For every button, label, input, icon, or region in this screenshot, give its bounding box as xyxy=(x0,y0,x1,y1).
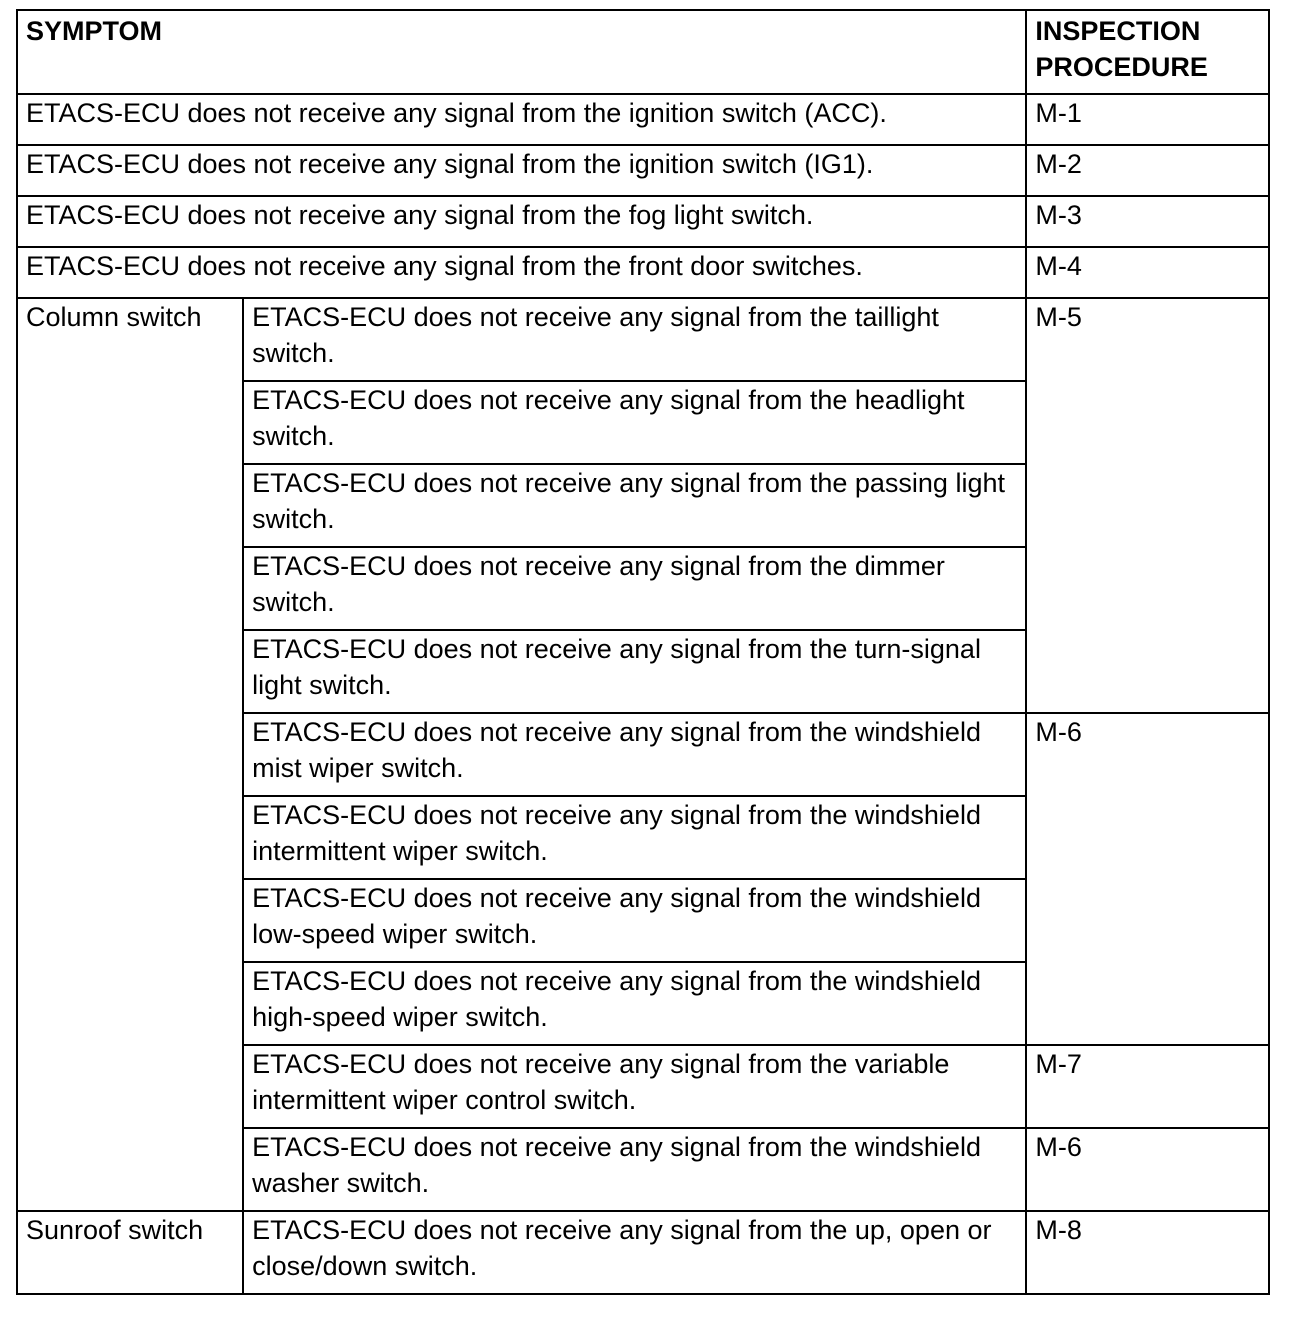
header-row xyxy=(17,10,1269,94)
procedure-cell: M-8 xyxy=(1026,1211,1269,1294)
symptom-cell: ETACS-ECU does not receive any signal from the windshield low-speed wiper switch. xyxy=(243,879,1026,962)
symptom-cell: ETACS-ECU does not receive any signal from the fog light switch. xyxy=(17,196,1026,247)
procedure-cell: M-4 xyxy=(1026,247,1269,298)
table-row xyxy=(17,196,1269,247)
table-row xyxy=(17,298,1269,381)
table-row xyxy=(17,1211,1269,1294)
symptom-cell: ETACS-ECU does not receive any signal from the up, open or close/down switch. xyxy=(243,1211,1026,1294)
symptom-cell: ETACS-ECU does not receive any signal from the passing light switch. xyxy=(243,464,1026,547)
symptom-cell: ETACS-ECU does not receive any signal from the taillight switch. xyxy=(243,298,1026,381)
procedure-cell: M-5 xyxy=(1026,298,1269,713)
symptom-cell: ETACS-ECU does not receive any signal from the windshield high-speed wiper switch. xyxy=(243,962,1026,1045)
symptom-cell: ETACS-ECU does not receive any signal from the windshield mist wiper switch. xyxy=(243,713,1026,796)
symptom-cell: ETACS-ECU does not receive any signal from the windshield intermittent wiper switch. xyxy=(243,796,1026,879)
procedure-cell: M-3 xyxy=(1026,196,1269,247)
procedure-cell: M-6 xyxy=(1026,713,1269,1045)
header-inspection-procedure: INSPECTION PROCEDURE xyxy=(1026,10,1269,94)
table-row xyxy=(17,94,1269,145)
symptom-cell: ETACS-ECU does not receive any signal from the windshield washer switch. xyxy=(243,1128,1026,1211)
procedure-cell: M-1 xyxy=(1026,94,1269,145)
table-row xyxy=(17,247,1269,298)
symptom-cell: ETACS-ECU does not receive any signal from the ignition switch (IG1). xyxy=(17,145,1026,196)
symptom-cell: ETACS-ECU does not receive any signal from the dimmer switch. xyxy=(243,547,1026,630)
symptom-cell: ETACS-ECU does not receive any signal from the turn-signal light switch. xyxy=(243,630,1026,713)
symptom-cell: ETACS-ECU does not receive any signal from the headlight switch. xyxy=(243,381,1026,464)
symptom-cell: ETACS-ECU does not receive any signal from the front door switches. xyxy=(17,247,1026,298)
symptom-table xyxy=(16,9,1270,1295)
symptom-cell: ETACS-ECU does not receive any signal from the variable intermittent wiper control switch. xyxy=(243,1045,1026,1128)
table-row xyxy=(17,145,1269,196)
group-label-sunroof-switch: Sunroof switch xyxy=(17,1211,243,1294)
procedure-cell: M-7 xyxy=(1026,1045,1269,1128)
procedure-cell: M-6 xyxy=(1026,1128,1269,1211)
symptom-cell: ETACS-ECU does not receive any signal from the ignition switch (ACC). xyxy=(17,94,1026,145)
procedure-cell: M-2 xyxy=(1026,145,1269,196)
group-label-column-switch: Column switch xyxy=(17,298,243,1211)
header-symptom: SYMPTOM xyxy=(17,10,1026,94)
